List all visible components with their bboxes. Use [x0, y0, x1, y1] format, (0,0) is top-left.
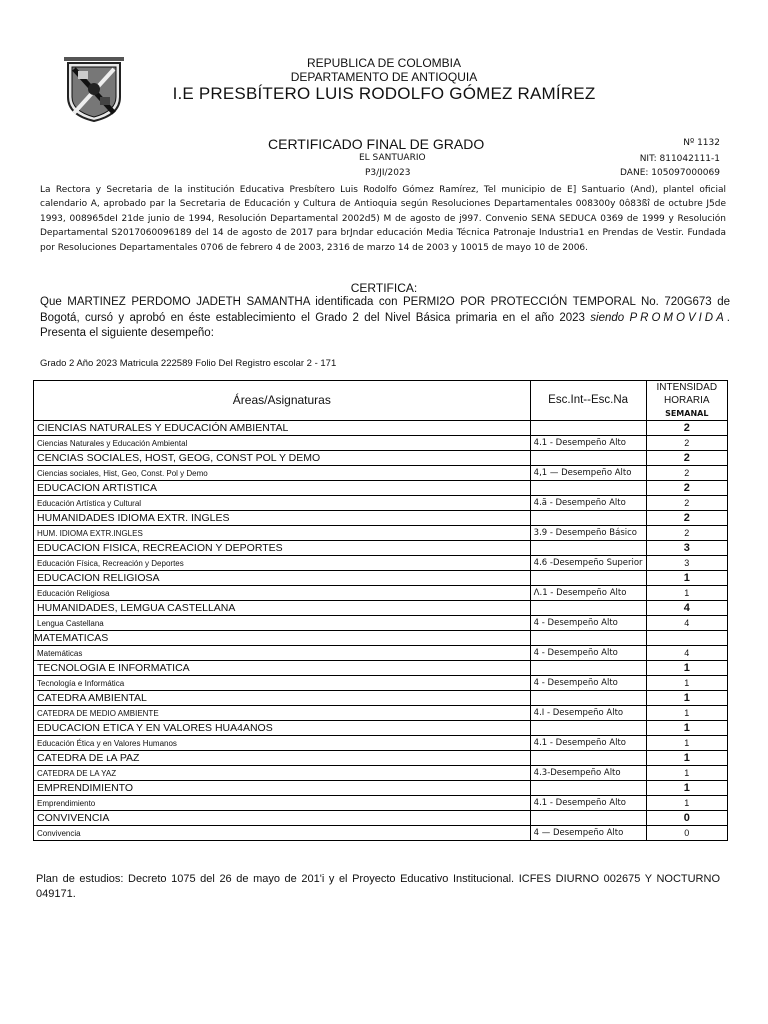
- performance-cell: 4.6 -Desempeño Superior: [530, 556, 646, 571]
- hours-cell: 2: [646, 421, 727, 436]
- table-row: [34, 601, 728, 616]
- performance-cell: [530, 751, 646, 766]
- table-row: [34, 751, 728, 766]
- area-name: CIENCIAS NATURALES Y EDUCACIÓN AMBIENTAL: [34, 421, 531, 436]
- area-name: EMPRENDIMIENTO: [34, 781, 531, 796]
- hours-cell: 1: [646, 736, 727, 751]
- performance-cell: 4 - Desempeño Alto: [530, 646, 646, 661]
- statement-paragraph: [40, 295, 730, 342]
- table-row: [34, 691, 728, 706]
- area-name: TECNOLOGIA E INFORMATICA: [34, 661, 531, 676]
- grado-line: Grado 2 Año 2023 Matricula 222589 Folio Del Registro escolar 2 - 171: [40, 358, 337, 369]
- performance-cell: 4.1 - Desempeño Alto: [530, 736, 646, 751]
- subject-name: Ciencias Naturales y Educación Ambiental: [34, 436, 531, 451]
- performance-cell: 4,1 — Desempeño Alto: [530, 466, 646, 481]
- school-name: I.E PRESBÍTERO LUIS RODOLFO GÓMEZ RAMÍREZ: [172, 84, 596, 103]
- performance-cell: Λ.1 - Desempeño Alto: [530, 586, 646, 601]
- table-row: [34, 511, 728, 526]
- header-esc: Esc.Int--Esc.Na: [530, 381, 646, 421]
- performance-cell: 4.I - Desempeño Alto: [530, 706, 646, 721]
- area-name: EDUCACION ETICA Y EN VALORES HUA4ANOS: [34, 721, 531, 736]
- certificate-city: EL SANTUARIO: [359, 153, 426, 163]
- plan-paragraph: Plan de estudios: Decreto 1075 del 26 de mayo de 201'i y el Proyecto Educativo Institucional. ICFES DIURNO 002675 Y NOCTURNO 049171.: [36, 873, 720, 900]
- hours-cell: 4: [646, 616, 727, 631]
- grades-table: [33, 380, 728, 841]
- table-row: [34, 451, 728, 466]
- performance-cell: [530, 691, 646, 706]
- certifica-heading: CERTIFICA:: [350, 281, 418, 295]
- header-intensity-1: INTENSIDAD: [656, 382, 718, 393]
- subject-name: HUM. IDIOMA EXTR.INGLES: [34, 526, 531, 541]
- table-row: [34, 796, 728, 811]
- performance-cell: [530, 421, 646, 436]
- performance-cell: [530, 451, 646, 466]
- table-row: [34, 466, 728, 481]
- performance-cell: 4 - Desempeño Alto: [530, 616, 646, 631]
- performance-cell: [530, 661, 646, 676]
- hours-cell: 2: [646, 466, 727, 481]
- hours-cell: 2: [646, 451, 727, 466]
- table-row: [34, 541, 728, 556]
- header-intensity-2: HORARIA: [663, 395, 710, 406]
- header-department: DEPARTAMENTO DE ANTIOQUIA: [290, 70, 478, 84]
- table-row: [34, 661, 728, 676]
- grades-body: [34, 421, 728, 841]
- table-row: [34, 676, 728, 691]
- performance-cell: [530, 631, 646, 646]
- area-name: CATEDRA AMBIENTAL: [34, 691, 531, 706]
- performance-cell: [530, 781, 646, 796]
- performance-cell: [530, 721, 646, 736]
- subject-name: Educación Religiosa: [34, 586, 531, 601]
- performance-cell: [530, 811, 646, 826]
- table-row: [34, 826, 728, 841]
- statement-tail: . Presenta el siguiente desempeño:: [40, 311, 730, 339]
- area-name: CENCIAS SOCIALES, HOST, GEOG, CONST POL Y DEMO: [34, 451, 531, 466]
- header-intensity: [646, 381, 727, 421]
- subject-name: Convivencia: [34, 826, 531, 841]
- hours-cell: 1: [646, 796, 727, 811]
- subject-name: Educación Artística y Cultural: [34, 496, 531, 511]
- performance-cell: 4.1 - Desempeño Alto: [530, 796, 646, 811]
- table-row: [34, 736, 728, 751]
- subject-name: Lengua Castellana: [34, 616, 531, 631]
- hours-cell: 2: [646, 481, 727, 496]
- table-row: [34, 571, 728, 586]
- hours-cell: 1: [646, 751, 727, 766]
- subject-name: CATEDRA DE LA YAZ: [34, 766, 531, 781]
- statement-siendo: siendo: [590, 311, 625, 324]
- performance-cell: 4 — Desempeño Alto: [530, 826, 646, 841]
- hours-cell: 2: [646, 436, 727, 451]
- hours-cell: 1: [646, 661, 727, 676]
- performance-cell: [530, 511, 646, 526]
- certificate-title: CERTIFICADO FINAL DE GRADO: [268, 136, 485, 152]
- certificate-ref: P3/JI/2023: [365, 168, 411, 178]
- table-row: [34, 526, 728, 541]
- subject-name: Emprendimiento: [34, 796, 531, 811]
- hours-cell: 2: [646, 496, 727, 511]
- table-row: [34, 436, 728, 451]
- area-name: HUMANIDADES IDIOMA EXTR. INGLES: [34, 511, 531, 526]
- table-row: [34, 646, 728, 661]
- hours-cell: [646, 631, 727, 646]
- header-areas: Áreas/Asignaturas: [34, 381, 531, 421]
- performance-cell: 4.3-Desempeño Alto: [530, 766, 646, 781]
- table-row: [34, 481, 728, 496]
- hours-cell: 1: [646, 586, 727, 601]
- certificate-number: Nº 1132: [683, 138, 720, 148]
- table-row: [34, 781, 728, 796]
- area-name: CONVIVENCIA: [34, 811, 531, 826]
- hours-cell: 2: [646, 511, 727, 526]
- intro-paragraph: La Rectora y Secretaria de la institución Educativa Presbítero Luis Rodolfo Gómez Ramírez, Tel municipio de E] Santuario (And), plantel oficial calendario A, aprobado par la Secretaria de Educación y Cultura de Antioquia según Resoluciones Departamentales 008300y 0ô83ßî de octubre J5de 1993, 008965deI 21de junio de 1994, Resolución Departamental 2002d5) M de agosto de j997. Convenio SENA SEDUCA 0369 de 1999 y Resolución Departamental S2017060096189 del 14 de agosto de 2017 para brJndar educación Media Técnica Patronaje Industria1 en Prendas de Vestir. Fundada por Resoluciones Departamentales 0706 de febrero 4 de 2003, 2316 de marzo 14 de 2003 y 10015 de mayo 10 de 2006.: [40, 185, 726, 253]
- table-row: [34, 721, 728, 736]
- subject-name: Tecnología e Informática: [34, 676, 531, 691]
- table-row: [34, 706, 728, 721]
- hours-cell: 1: [646, 571, 727, 586]
- area-name: MATEMATICAS: [34, 631, 531, 646]
- table-row: [34, 556, 728, 571]
- table-row: [34, 616, 728, 631]
- dane-value: DANE: 105097000069: [620, 168, 720, 178]
- header-country: REPUBLICA DE COLOMBIA: [306, 56, 462, 70]
- performance-cell: 4.1 - Desempeño Alto: [530, 436, 646, 451]
- performance-cell: [530, 571, 646, 586]
- subject-name: Educación Física, Recreación y Deportes: [34, 556, 531, 571]
- hours-cell: 1: [646, 781, 727, 796]
- hours-cell: 3: [646, 556, 727, 571]
- table-row: [34, 421, 728, 436]
- subject-name: Educación Ética y en Valores Humanos: [34, 736, 531, 751]
- area-name: EDUCACION RELIGIOSA: [34, 571, 531, 586]
- table-row: [34, 586, 728, 601]
- hours-cell: 4: [646, 601, 727, 616]
- area-name: CATEDRA DE ʟA PAZ: [34, 751, 531, 766]
- hours-cell: 1: [646, 766, 727, 781]
- hours-cell: 1: [646, 691, 727, 706]
- table-row: [34, 631, 728, 646]
- table-row: [34, 811, 728, 826]
- hours-cell: 4: [646, 646, 727, 661]
- hours-cell: 1: [646, 721, 727, 736]
- hours-cell: 3: [646, 541, 727, 556]
- performance-cell: 4 - Desempeño Alto: [530, 676, 646, 691]
- statement-text: Que MARTINEZ PERDOMO JADETH SAMANTHA identificada con PERMI2O POR PROTECCIÓN TEMPORAL No. 720G673 de Bogotá, cursó y aprobó en éste establecimiento el Grado 2 del Nivel Básica primaria en el año 2023: [40, 296, 730, 324]
- area-name: EDUCACION ARTISTICA: [34, 481, 531, 496]
- header-intensity-3: SEMANAL: [665, 409, 709, 418]
- statement-promovida: PROMOVIDA: [629, 311, 727, 324]
- performance-cell: [530, 601, 646, 616]
- performance-cell: 4.ã - Desempeño Alto: [530, 496, 646, 511]
- performance-cell: 3.9 - Desempeño Básico: [530, 526, 646, 541]
- area-name: HUMANIDADES, LEMGUA CASTELLANA: [34, 601, 531, 616]
- subject-name: Ciencias sociales, Hist, Geo, Const. Pol y Demo: [34, 466, 531, 481]
- performance-cell: [530, 541, 646, 556]
- area-name: EDUCACION FISICA, RECREACION Y DEPORTES: [34, 541, 531, 556]
- table-row: [34, 766, 728, 781]
- table-row: [34, 496, 728, 511]
- hours-cell: 2: [646, 526, 727, 541]
- hours-cell: 1: [646, 676, 727, 691]
- subject-name: Matemáticas: [34, 646, 531, 661]
- table-header-row: [34, 381, 728, 421]
- hours-cell: 1: [646, 706, 727, 721]
- performance-cell: [530, 481, 646, 496]
- subject-name: CATEDRA DE MEDIO AMBIENTE: [34, 706, 531, 721]
- hours-cell: 0: [646, 826, 727, 841]
- hours-cell: 0: [646, 811, 727, 826]
- nit-value: NIT: 811042111-1: [639, 154, 720, 164]
